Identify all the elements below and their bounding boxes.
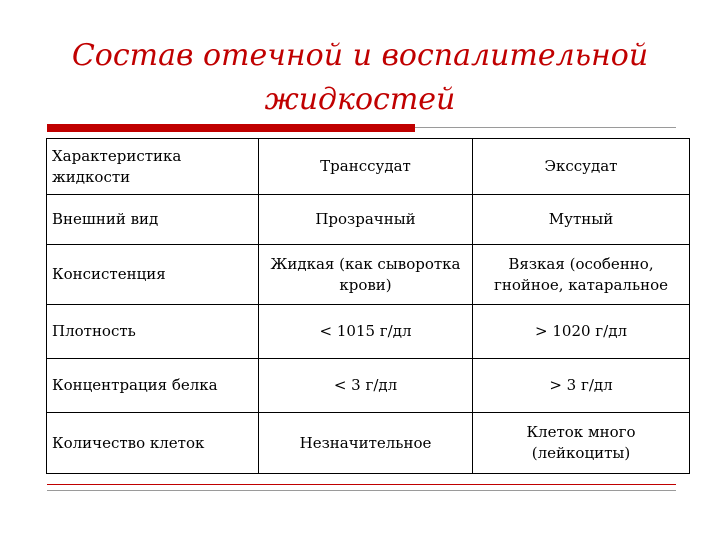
row-transudate-value: < 3 г/дл bbox=[259, 359, 473, 413]
row-transudate-value: Жидкая (как сыворотка крови) bbox=[259, 245, 473, 305]
header-exudate: Экссудат bbox=[473, 139, 690, 195]
row-transudate-value: Прозрачный bbox=[259, 195, 473, 245]
table-row bbox=[47, 359, 690, 413]
row-exudate-value: > 1020 г/дл bbox=[473, 305, 690, 359]
slide-title-line-1: Состав отечной и воспалительной bbox=[71, 38, 649, 73]
slide-title-line-2: жидкостей bbox=[264, 82, 456, 117]
row-exudate-value: > 3 г/дл bbox=[473, 359, 690, 413]
row-label: Внешний вид bbox=[47, 195, 259, 245]
row-exudate-value: Мутный bbox=[473, 195, 690, 245]
header-transudate: Транссудат bbox=[259, 139, 473, 195]
title-underline-thin bbox=[415, 127, 676, 128]
row-label: Консистенция bbox=[47, 245, 259, 305]
row-exudate-value: Вязкая (особенно, гнойное, катаральное bbox=[473, 245, 690, 305]
table-header-row bbox=[47, 139, 690, 195]
row-transudate-value: Незначительное bbox=[259, 413, 473, 474]
comparison-table bbox=[46, 138, 690, 474]
slide-title bbox=[40, 34, 680, 122]
title-underline-accent bbox=[47, 124, 415, 132]
table-row bbox=[47, 245, 690, 305]
row-transudate-value: < 1015 г/дл bbox=[259, 305, 473, 359]
footer-rule-thin bbox=[47, 490, 676, 491]
table-row bbox=[47, 305, 690, 359]
footer-rule-accent bbox=[47, 484, 676, 485]
table-row bbox=[47, 195, 690, 245]
header-characteristic: Характеристика жидкости bbox=[47, 139, 259, 195]
row-label: Количество клеток bbox=[47, 413, 259, 474]
table-row bbox=[47, 413, 690, 474]
row-label: Концентрация белка bbox=[47, 359, 259, 413]
row-exudate-value: Клеток много (лейкоциты) bbox=[473, 413, 690, 474]
row-label: Плотность bbox=[47, 305, 259, 359]
